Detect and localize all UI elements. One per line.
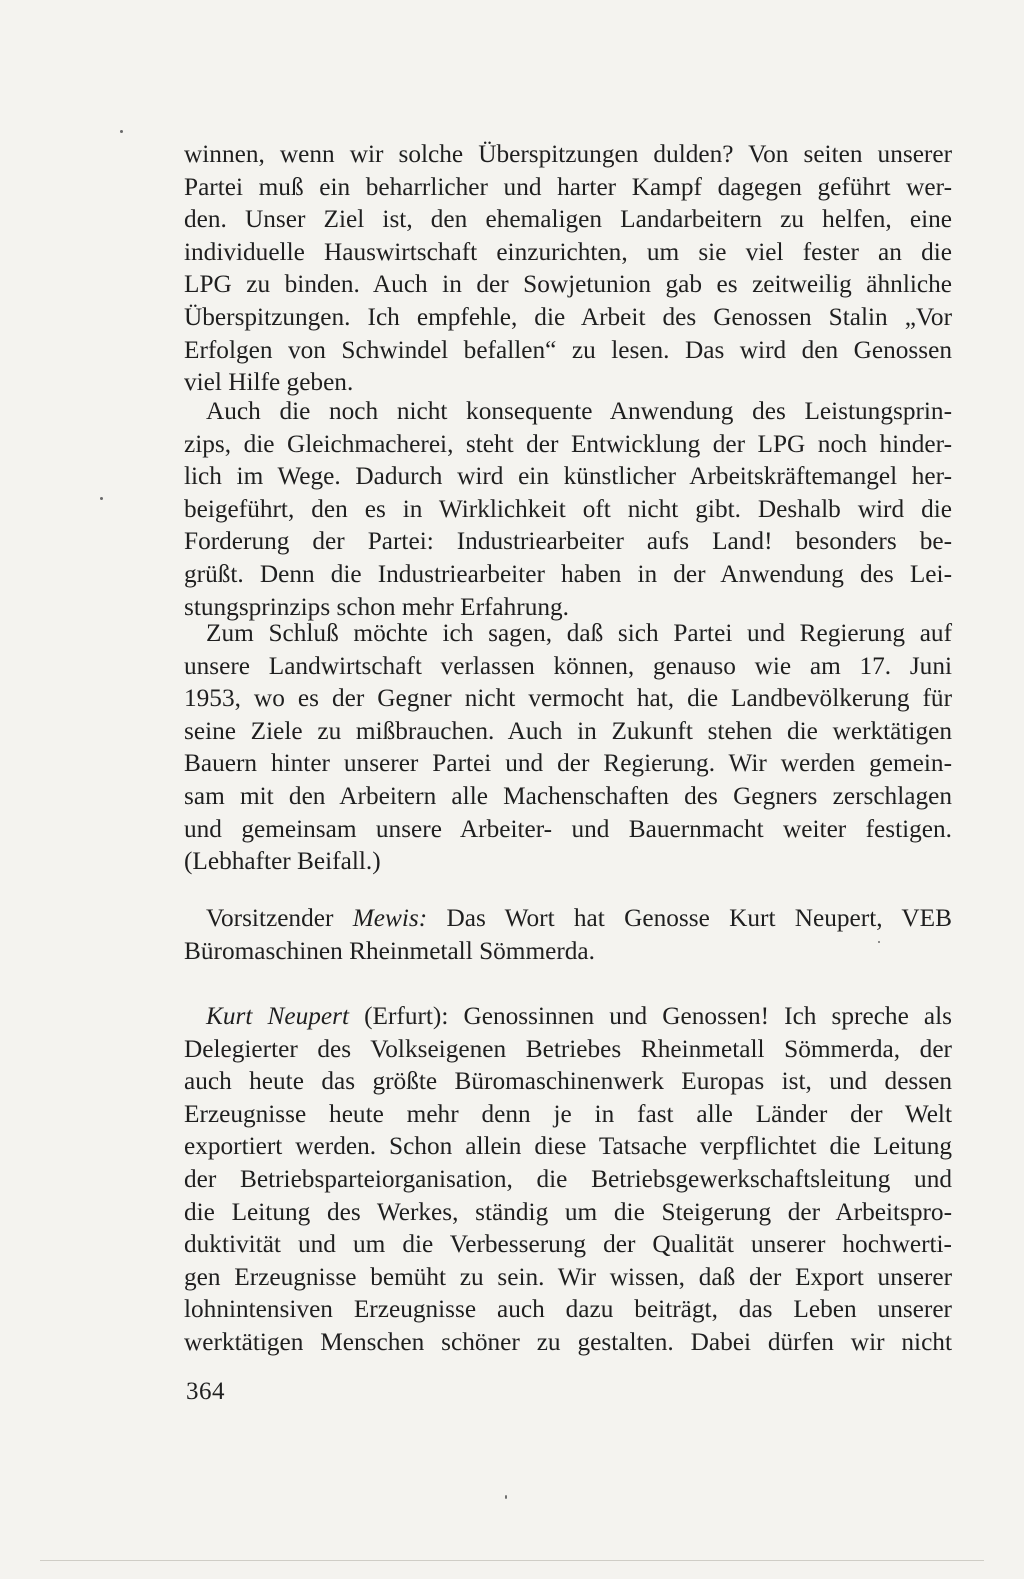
text-line: 1953, wo es der Gegner nicht vermocht hat, die Landbevölkerung für bbox=[184, 684, 952, 713]
text-line: Delegierter des Volkseigenen Betriebes Rheinmetall Sömmerda, der bbox=[184, 1034, 952, 1063]
text-line: der Betriebsparteiorganisation, die Betriebsgewerkschaftsleitung und bbox=[184, 1164, 952, 1193]
text-line: sam mit den Arbeitern alle Machenschaften des Gegners zerschlagen bbox=[184, 781, 952, 810]
paragraph-1 bbox=[184, 138, 952, 399]
text-line: und gemeinsam unsere Arbeiter- und Bauernmacht weiter festigen. bbox=[184, 814, 952, 843]
page-number: 364 bbox=[186, 1378, 225, 1405]
paragraph-3 bbox=[184, 617, 952, 878]
text-line: winnen, wenn wir solche Überspitzungen dulden? Von seiten unserer bbox=[184, 140, 952, 168]
chair-announcement-text: Das Wort hat Genosse Kurt Neupert, VEB bbox=[427, 904, 952, 932]
page-edge-line bbox=[40, 1560, 984, 1561]
text-line: seine Ziele zu mißbrauchen. Auch in Zukunft stehen die werktätigen bbox=[184, 716, 952, 745]
text-line: viel Hilfe geben. bbox=[184, 368, 354, 397]
scan-speck bbox=[100, 497, 103, 500]
text-line: LPG zu binden. Auch in der Sowjetunion gab es zeitweilig ähnliche bbox=[184, 270, 952, 299]
text-line: lohnintensiven Erzeugnisse auch dazu beiträgt, das Leben unserer bbox=[184, 1295, 952, 1324]
applause-note: (Lebhafter Beifall.) bbox=[184, 847, 381, 876]
scan-speck bbox=[120, 130, 123, 133]
text-line: Bauern hinter unserer Partei und der Regierung. Wir werden gemein- bbox=[184, 749, 952, 778]
chair-announcement bbox=[184, 902, 952, 967]
scan-speck bbox=[505, 1495, 507, 1499]
text-line: die Leitung des Werkes, ständig um die Steigerung der Arbeitspro- bbox=[184, 1197, 952, 1226]
text-line: Forderung der Partei: Industriearbeiter aufs Land! besonders be- bbox=[184, 527, 952, 556]
text-line: exportiert werden. Schon allein diese Tatsache verpflichtet die Leitung bbox=[184, 1132, 952, 1161]
text-line: beigeführt, den es in Wirklichkeit oft nicht gibt. Deshalb wird die bbox=[184, 494, 952, 523]
text-line: Zum Schluß möchte ich sagen, daß sich Partei und Regierung auf bbox=[206, 619, 952, 647]
speech-opening: (Erfurt): Genossinnen und Genossen! Ich spreche als bbox=[349, 1002, 952, 1030]
text-line bbox=[184, 1000, 952, 1033]
speech-paragraph bbox=[184, 1000, 952, 1359]
text-line: Auch die noch nicht konsequente Anwendung des Leistungsprin- bbox=[206, 397, 952, 425]
text-line: grüßt. Denn die Industriearbeiter haben in der Anwendung des Lei- bbox=[184, 559, 952, 588]
text-line: Erfolgen von Schwindel befallen“ zu lesen. Das wird den Genossen bbox=[184, 335, 952, 364]
text-line: den. Unser Ziel ist, den ehemaligen Landarbeitern zu helfen, eine bbox=[184, 205, 952, 234]
text-line: unsere Landwirtschaft verlassen können, genauso wie am 17. Juni bbox=[184, 651, 952, 680]
scan-speck bbox=[878, 941, 880, 943]
text-line: werktätigen Menschen schöner zu gestalten. Dabei dürfen wir nicht bbox=[184, 1327, 952, 1356]
paragraph-2 bbox=[184, 395, 952, 623]
text-line: lich im Wege. Dadurch wird ein künstlicher Arbeitskräftemangel her- bbox=[184, 462, 952, 491]
text-line: stungsprinzips schon mehr Erfahrung. bbox=[184, 592, 569, 621]
text-line: Erzeugnisse heute mehr denn je in fast alle Länder der Welt bbox=[184, 1099, 952, 1128]
text-line: Büromaschinen Rheinmetall Sömmerda. bbox=[184, 936, 595, 965]
text-line: individuelle Hauswirtschaft einzurichten, um sie viel fester an die bbox=[184, 237, 952, 266]
text-line: Partei muß ein beharrlicher und harter Kampf dagegen geführt wer- bbox=[184, 172, 952, 201]
text-line bbox=[184, 902, 952, 935]
chair-title: Vorsitzender bbox=[206, 904, 353, 932]
text-line: gen Erzeugnisse bemüht zu sein. Wir wissen, daß der Export unserer bbox=[184, 1262, 952, 1291]
text-line: zips, die Gleichmacherei, steht der Entwicklung der LPG noch hinder- bbox=[184, 429, 952, 458]
text-line: auch heute das größte Büromaschinenwerk Europas ist, und dessen bbox=[184, 1067, 952, 1096]
chair-speaker-name: Mewis: bbox=[352, 904, 428, 932]
text-line: Überspitzungen. Ich empfehle, die Arbeit des Genossen Stalin „Vor bbox=[184, 302, 952, 331]
text-line: duktivität und um die Verbesserung der Qualität unserer hochwerti- bbox=[184, 1230, 952, 1259]
speaker-name: Kurt Neupert bbox=[206, 1002, 349, 1030]
